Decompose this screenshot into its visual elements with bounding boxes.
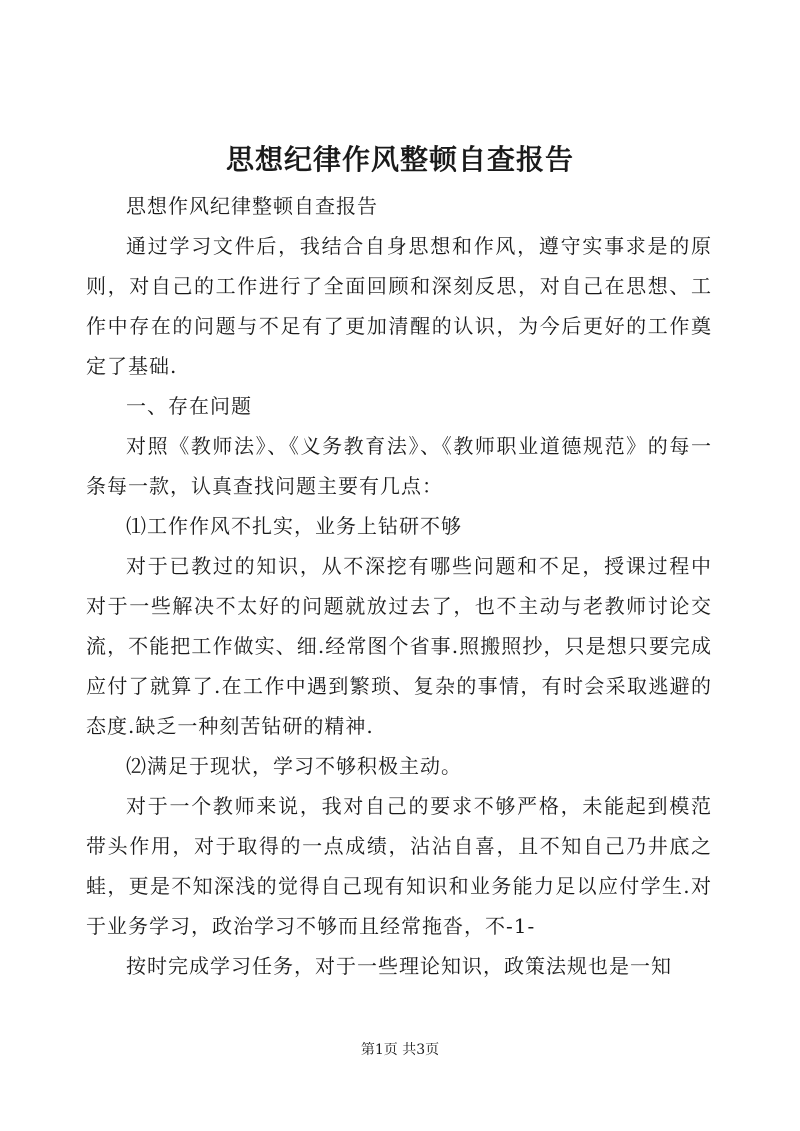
point-heading-1: ⑴工作作风不扎实，业务上钻研不够 (126, 514, 462, 538)
paragraph-point-2: 对于一个教师来说，我对自己的要求不够严格，未能起到模范带头作用，对于取得的一点成绩，沾沾自喜，且不知自己乃井底之蛙，更是不知深浅的觉得自己现有知识和业务能力足以应付学生.对于业务学习，政治学习不够而且经常拖沓，不-1- (86, 794, 712, 938)
point-heading-2: ⑵满足于现状，学习不够积极主动。 (126, 754, 462, 778)
paragraph-subtitle: 思想作风纪律整顿自查报告 (126, 194, 378, 218)
section-heading-problems: 一、存在问题 (126, 394, 252, 418)
paragraph-continued: 按时完成学习任务，对于一些理论知识，政策法规也是一知 (126, 954, 672, 978)
document-title: 思想纪律作风整顿自查报告 (225, 143, 574, 176)
paragraph-point-1: 对于已教过的知识，从不深挖有哪些问题和不足，授课过程中对于一些解决不太好的问题就放过去了，也不主动与老教师讨论交流，不能把工作做实、细.经常图个省事.照搬照抄，只是想只要完成应付了就算了.在工作中遇到繁琐、复杂的事情，有时会采取逃避的态度.缺乏一种刻苦钻研的精神. (86, 554, 712, 738)
document-body (86, 186, 712, 986)
page-footer: 第1页 共3页 (360, 1042, 440, 1058)
paragraph-intro: 通过学习文件后，我结合自身思想和作风，遵守实事求是的原则，对自己的工作进行了全面回顾和深刻反思，对自己在思想、工作中存在的问题与不足有了更加清醒的认识，为今后更好的工作奠定了基础. (86, 234, 712, 378)
paragraph-reference: 对照《教师法》、《义务教育法》、《教师职业道德规范》的每一条每一款，认真查找问题主要有几点： (86, 434, 712, 498)
